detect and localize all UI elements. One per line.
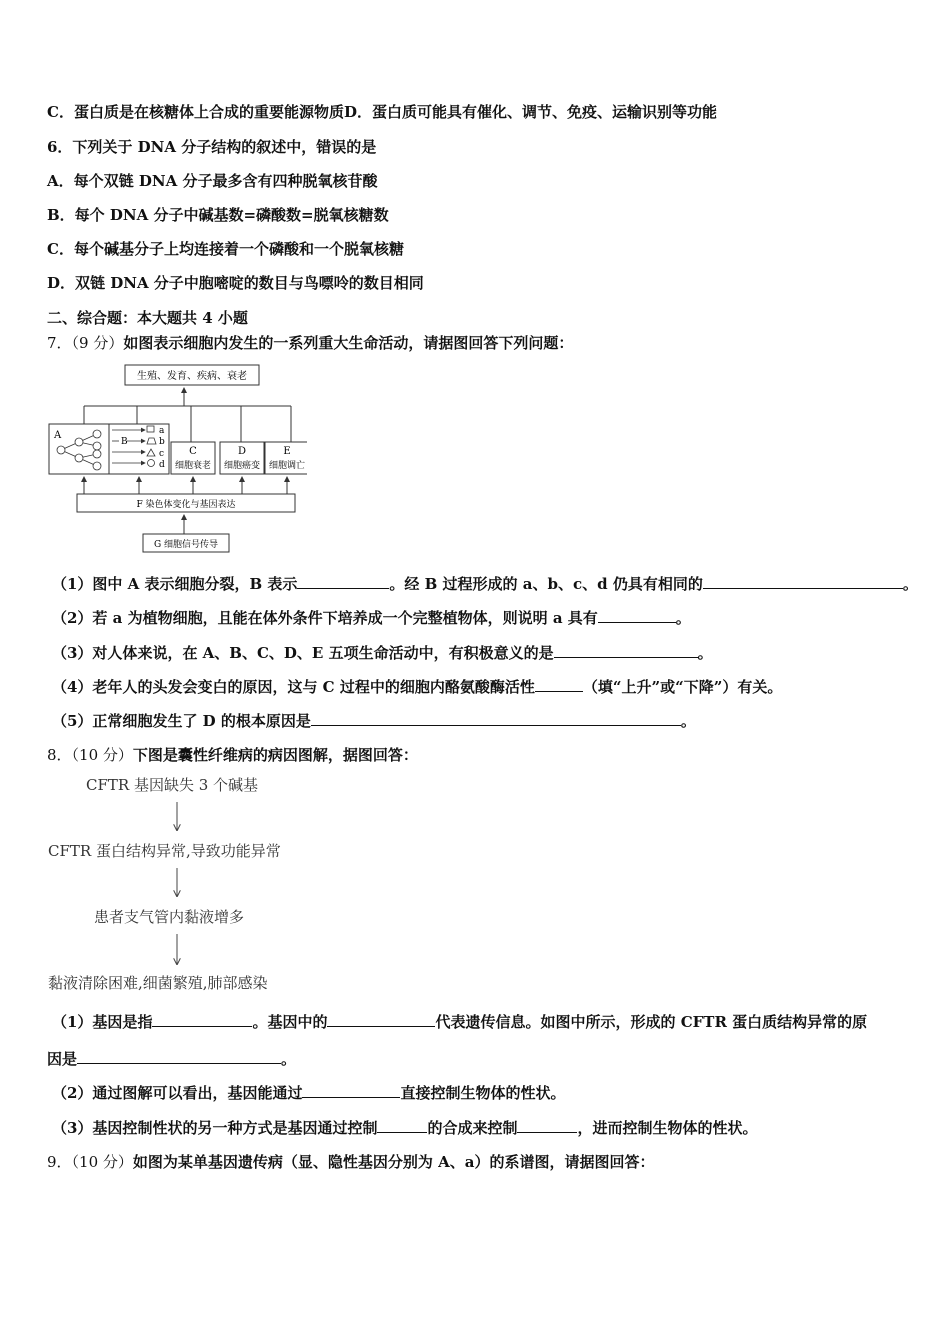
q7-p4-text-a: （4）老年人的头发会变白的原因，这与 C 过程中的细胞内酪氨酸酶活性	[52, 678, 535, 696]
q8-p1-text-d: 因是	[47, 1050, 78, 1068]
q7-p4-blank[interactable]	[535, 677, 583, 692]
q8-p1-blank-3[interactable]	[77, 1049, 281, 1064]
q8-figure	[44, 770, 364, 1000]
q7-figure	[47, 362, 307, 558]
label-a: A	[54, 430, 62, 441]
top-box-label: 生殖、发育、疾病、衰老	[137, 371, 247, 382]
label-c-small: c	[159, 449, 165, 459]
q8-p1-text-a: （1）基因是指	[52, 1013, 153, 1031]
box-e-letter: E	[283, 446, 291, 457]
q9-score: （10 分）	[71, 1153, 133, 1171]
q6-option-c: C．每个碱基分子上均连接着一个磷酸和一个脱氧核糖	[47, 240, 404, 258]
q8-part1-cont	[47, 1049, 296, 1069]
q8-p3-blank-1[interactable]	[377, 1118, 427, 1133]
box-d-letter: D	[237, 446, 247, 457]
q7-part4	[52, 677, 782, 697]
box-g-label: G 细胞信号传导	[153, 540, 219, 550]
section-heading: 二、综合题：本大题共 4 小题	[47, 309, 248, 327]
q7-stem	[47, 333, 573, 353]
q8-p1-text-e: 。	[281, 1050, 297, 1068]
flow-step-4: 黏液清除困难,细菌繁殖,肺部感染	[48, 974, 268, 992]
q7-p2-text-b: 。	[675, 609, 691, 627]
q6-option-b: B．每个 DNA 分子中碱基数=磷酸数=脱氧核糖数	[47, 206, 389, 224]
q8-p2-text-b: 直接控制生物体的性状。	[400, 1084, 566, 1102]
label-a-small: a	[159, 426, 165, 436]
q7-p5-text-a: （5）正常细胞发生了 D 的根本原因是	[52, 712, 311, 730]
q7-p4-text-b: （填“上升”或“下降”）有关。	[582, 678, 783, 696]
q8-score: （10 分）	[71, 746, 133, 764]
q6-option-a: A．每个双链 DNA 分子最多含有四种脱氧核苷酸	[47, 172, 378, 190]
q7-stem-text: 如图表示细胞内发生的一系列重大生命活动，请据图回答下列问题：	[123, 334, 574, 352]
q8-part1	[52, 1012, 867, 1032]
q7-p1-text-a: （1）图中 A 表示细胞分裂，B 表示	[52, 575, 298, 593]
box-f-label: F 染色体变化与基因表达	[136, 500, 236, 510]
q8-p1-text-b: 。基因中的	[252, 1013, 328, 1031]
box-c-letter: C	[189, 446, 197, 457]
q7-p3-text-a: （3）对人体来说，在 A、B、C、D、E 五项生命活动中，有积极意义的是	[52, 644, 554, 662]
q6-option-d: D．双链 DNA 分子中胞嘧啶的数目与鸟嘌呤的数目相同	[47, 274, 424, 292]
q8-p3-text-c: ，进而控制生物体的性状。	[577, 1119, 758, 1137]
q8-part2	[52, 1083, 565, 1103]
label-b-small: b	[159, 437, 165, 447]
q7-number: 7．	[47, 334, 72, 352]
box-e-text: 细胞调亡	[268, 461, 306, 471]
q7-p2-blank[interactable]	[598, 608, 676, 623]
q7-p1-blank-2[interactable]	[703, 574, 903, 589]
q7-p3-text-b: 。	[697, 644, 713, 662]
q8-p3-text-a: （3）基因控制性状的另一种方式是基因通过控制	[52, 1119, 378, 1137]
q9-stem-text: 如图为某单基因遗传病（显、隐性基因分别为 A、a）的系谱图，请据图回答：	[132, 1153, 655, 1171]
box-d-text: 细胞癌变	[223, 461, 261, 471]
q7-p3-blank[interactable]	[554, 643, 698, 658]
q8-p3-text-b: 的合成来控制	[427, 1119, 518, 1137]
flow-step-1: CFTR 基因缺失 3 个碱基	[86, 776, 259, 794]
q7-part2	[52, 608, 691, 628]
q7-score: （9 分）	[71, 334, 124, 352]
q6-stem: 6．下列关于 DNA 分子结构的叙述中，错误的是	[47, 138, 377, 156]
q7-part5	[52, 711, 696, 731]
q7-p1-text-b: 。经 B 过程形成的 a、b、c、d 仍具有相同的	[389, 575, 703, 593]
flow-step-3: 患者支气管内黏液增多	[94, 908, 245, 926]
q8-stem	[47, 745, 418, 765]
q8-part3	[52, 1118, 757, 1138]
q8-number: 8．	[47, 746, 72, 764]
q7-p1-blank-1[interactable]	[297, 574, 389, 589]
q8-stem-text: 下图是囊性纤维病的病因图解，据图回答：	[132, 746, 418, 764]
q9-number: 9．	[47, 1153, 72, 1171]
q7-part1	[52, 574, 918, 594]
q5-option-c: C．蛋白质是在核糖体上合成的重要能源物质D．蛋白质可能具有催化、调节、免疫、运输识别等功能	[47, 103, 717, 121]
q8-p1-text-c: 代表遗传信息。如图中所示，形成的 CFTR 蛋白质结构异常的原	[435, 1013, 868, 1031]
q7-p1-text-c: 。	[902, 575, 918, 593]
q8-p1-blank-2[interactable]	[327, 1012, 435, 1027]
q9-stem	[47, 1152, 655, 1172]
q7-part3	[52, 643, 713, 663]
label-d-small: d	[159, 460, 165, 470]
flow-step-2: CFTR 蛋白结构异常,导致功能异常	[48, 842, 281, 860]
box-c-text: 细胞衰老	[174, 461, 212, 471]
q7-p5-blank[interactable]	[311, 711, 681, 726]
q8-p3-blank-2[interactable]	[517, 1118, 577, 1133]
label-b: B	[121, 437, 128, 447]
q8-p2-text-a: （2）通过图解可以看出，基因能通过	[52, 1084, 303, 1102]
q8-p2-blank[interactable]	[302, 1083, 400, 1098]
q7-p2-text-a: （2）若 a 为植物细胞，且能在体外条件下培养成一个完整植物体，则说明 a 具有	[52, 609, 598, 627]
q7-p5-text-b: 。	[680, 712, 696, 730]
q8-p1-blank-1[interactable]	[152, 1012, 252, 1027]
